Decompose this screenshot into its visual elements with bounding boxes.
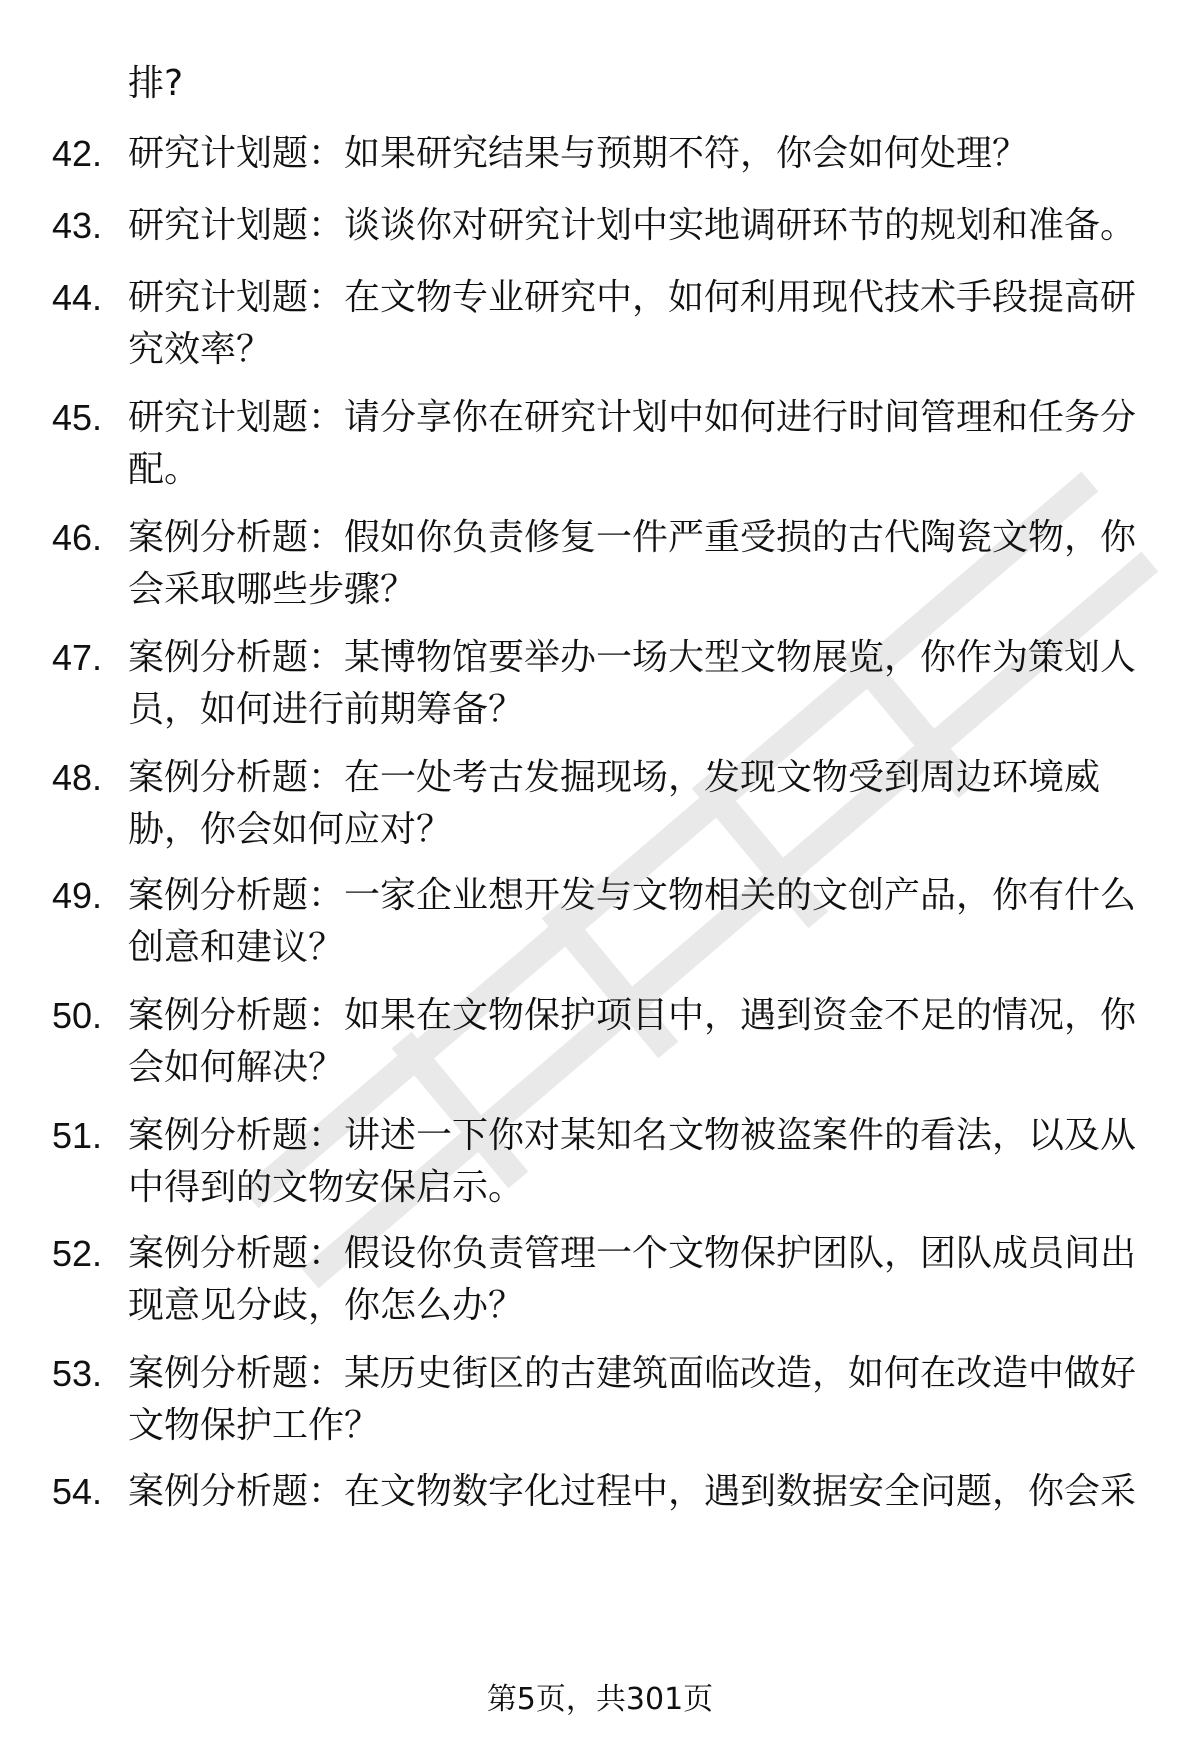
item-number: 43.	[52, 205, 103, 246]
item-number: 49.	[52, 875, 103, 916]
item-number: 47.	[52, 637, 103, 678]
item-number: 52.	[52, 1233, 103, 1274]
item-number: 42.	[52, 133, 103, 174]
item-text: 案例分析题：如果在文物保护项目中，遇到资金不足的情况，你会如何解决？	[128, 995, 1137, 1088]
item-number: 50.	[52, 995, 103, 1036]
item-text: 研究计划题：如果研究结果与预期不符，你会如何处理？	[128, 133, 1029, 174]
item-number: 51.	[52, 1115, 103, 1156]
item-number: 54.	[52, 1471, 103, 1512]
item-text: 案例分析题：假设你负责管理一个文物保护团队，团队成员间出现意见分歧，你怎么办？	[128, 1233, 1137, 1326]
item-text: 案例分析题：在一处考古发掘现场，发现文物受到周边环境威胁，你会如何应对？	[128, 757, 1101, 850]
item-text: 研究计划题：谈谈你对研究计划中实地调研环节的规划和准备。	[128, 205, 1137, 246]
item-text: 案例分析题：假如你负责修复一件严重受损的古代陶瓷文物，你会采取哪些步骤？	[128, 517, 1137, 610]
item-number: 44.	[52, 277, 103, 318]
continuation-text: 排?	[128, 63, 184, 104]
item-number: 48.	[52, 757, 103, 798]
item-number: 53.	[52, 1353, 103, 1394]
item-text: 案例分析题：在文物数字化过程中，遇到数据安全问题，你会采	[128, 1471, 1137, 1512]
page-footer: 第5页，共301页	[486, 1682, 714, 1717]
item-text: 案例分析题：某历史街区的古建筑面临改造，如何在改造中做好文物保护工作？	[128, 1353, 1137, 1446]
item-number: 45.	[52, 397, 103, 438]
item-text: 研究计划题：在文物专业研究中，如何利用现代技术手段提高研究效率？	[128, 277, 1137, 370]
item-text: 案例分析题：讲述一下你对某知名文物被盗案件的看法，以及从中得到的文物安保启示。	[128, 1115, 1137, 1208]
item-text: 案例分析题：某博物馆要举办一场大型文物展览，你作为策划人员，如何进行前期筹备？	[128, 637, 1137, 730]
item-text: 案例分析题：一家企业想开发与文物相关的文创产品，你有什么创意和建议？	[128, 875, 1137, 968]
item-number: 46.	[52, 517, 103, 558]
item-text: 研究计划题：请分享你在研究计划中如何进行时间管理和任务分配。	[128, 397, 1137, 490]
